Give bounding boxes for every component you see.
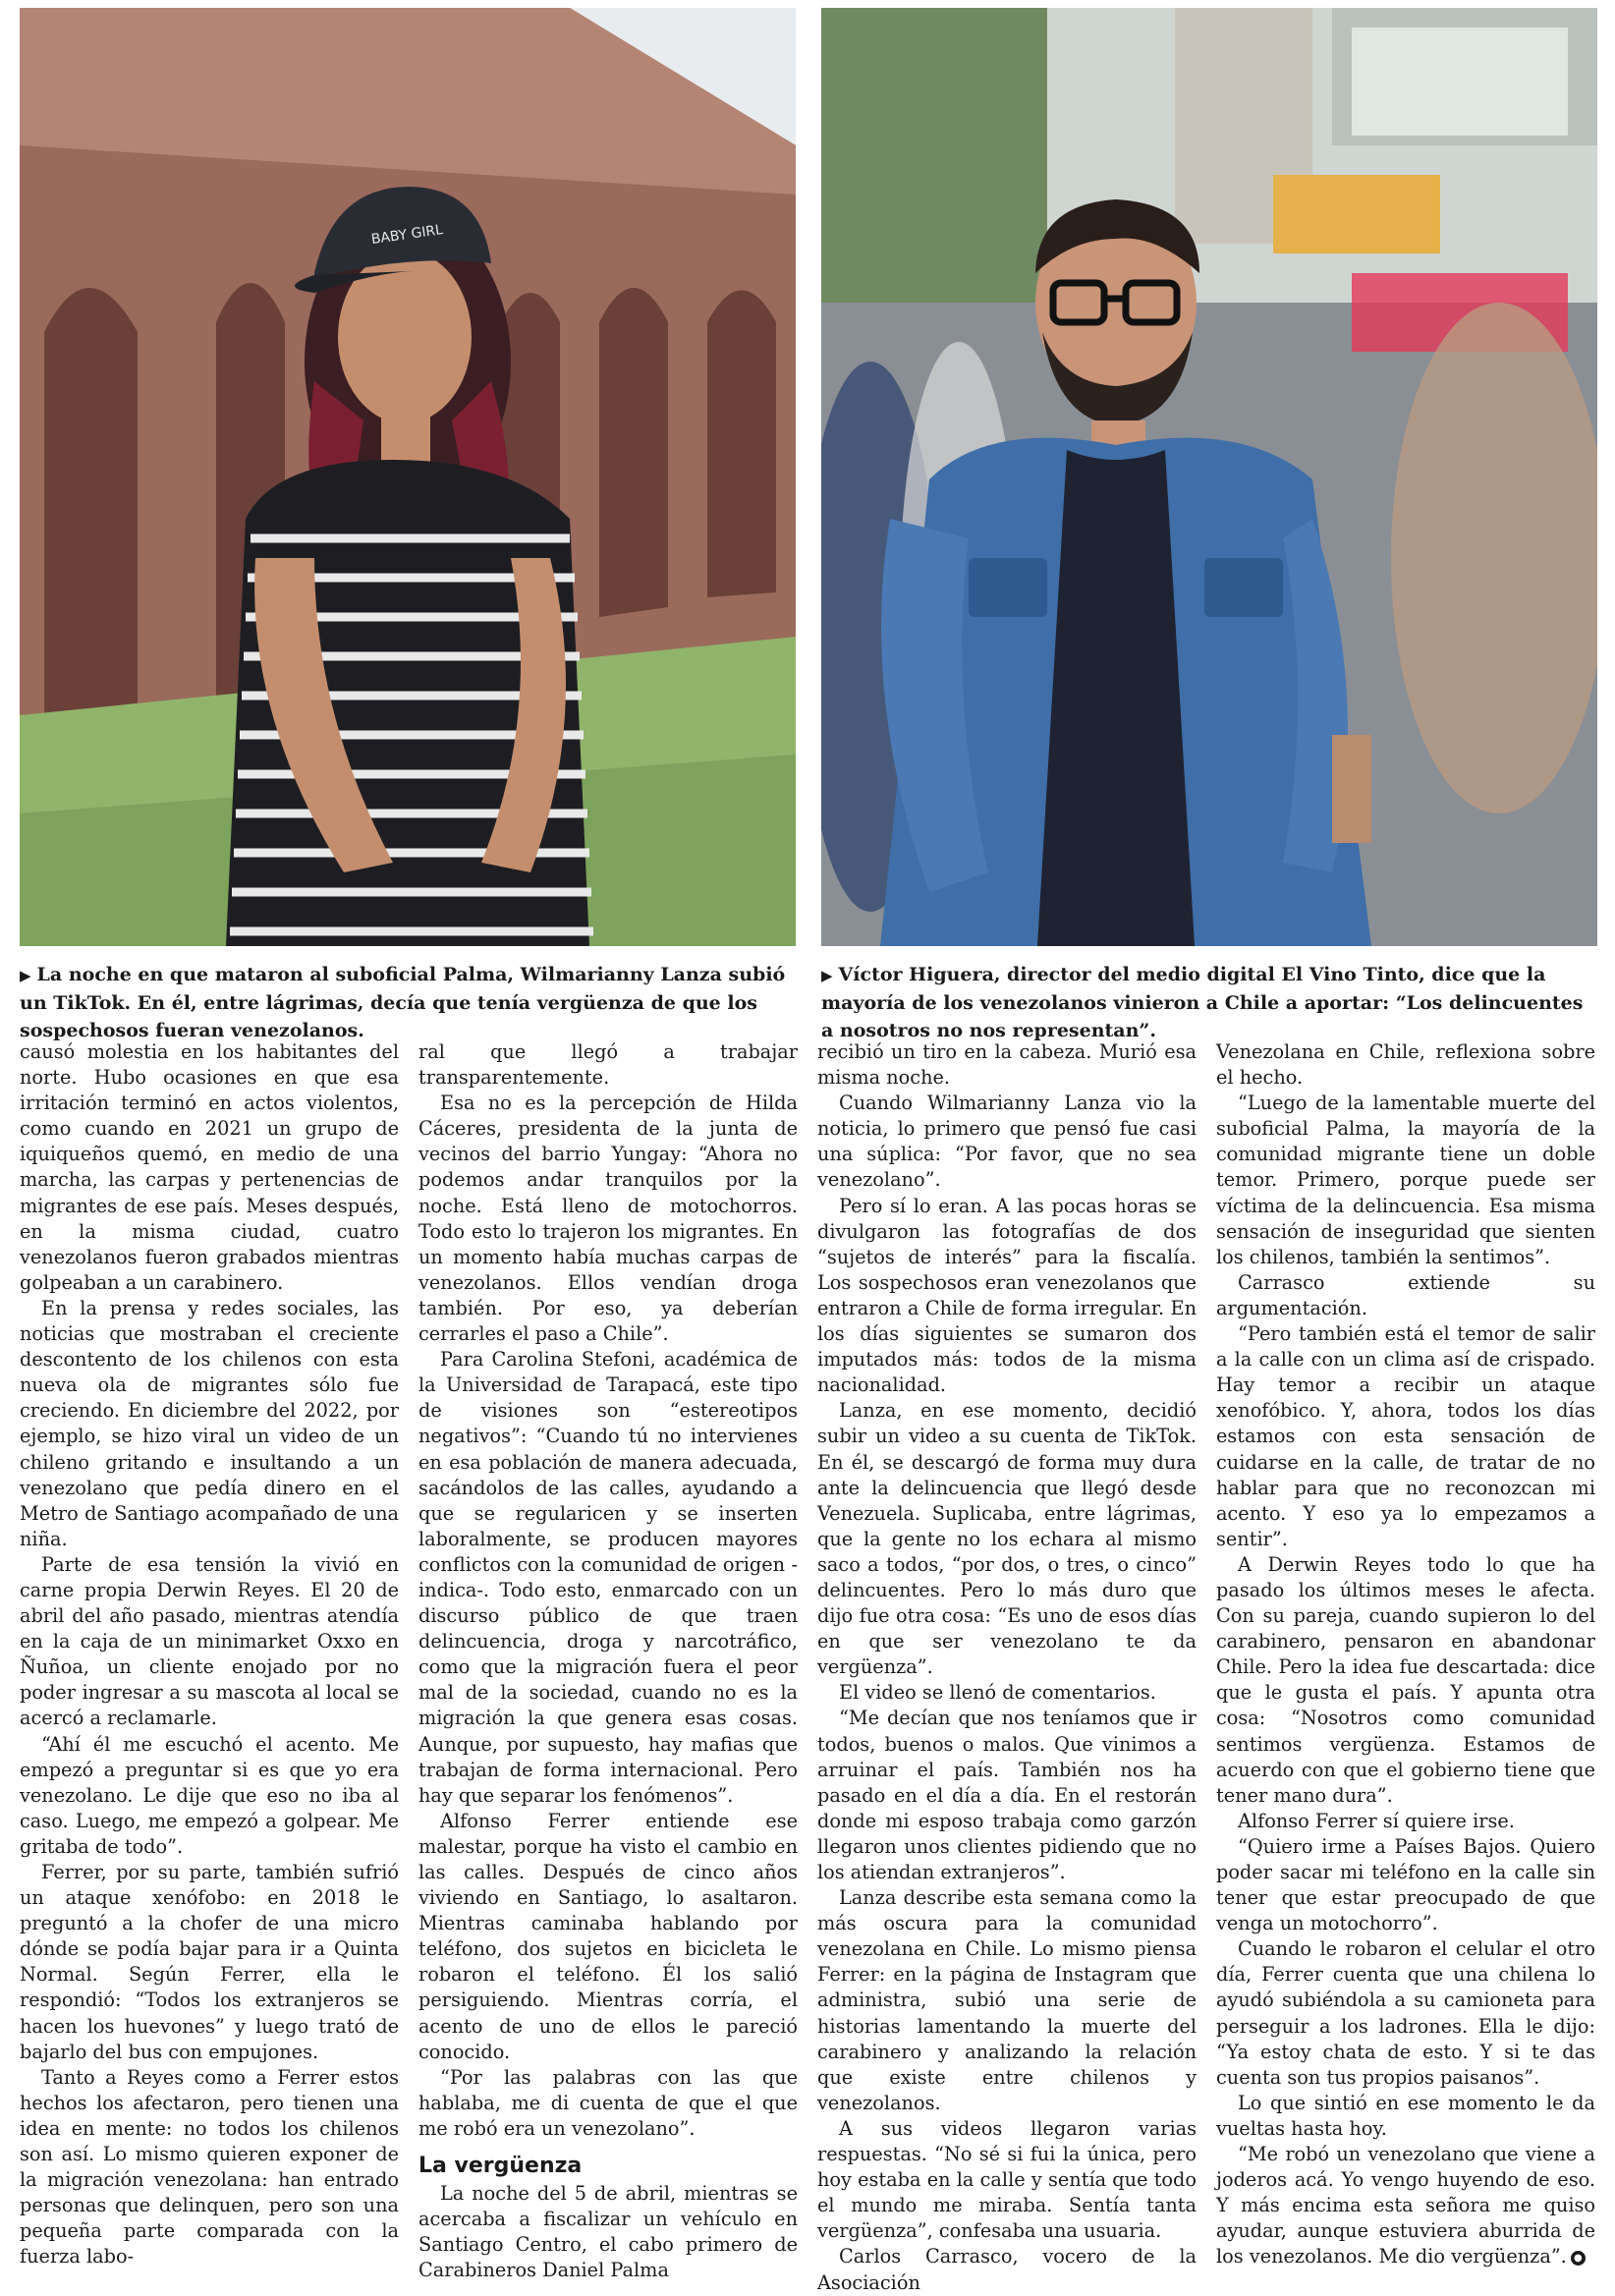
caption-arrow-icon: ▶ [821, 967, 833, 984]
section-heading: La vergüenza [418, 2154, 583, 2179]
paragraph-text: “Ahí él me escuchó el acento. Me empezó a preguntar si es que yo era venezolano. Le dije que eso no iba al caso. Luego, me empezó a golpear. Me gritaba de todo”. [20, 1732, 399, 1858]
paragraph-text: A Derwin Reyes todo lo que ha pasado los últimos meses le afecta. Con su pareja, cuando supieron lo del carabinero, pensaron en abandonar Chile. Pero la idea fue descartada: dice que le gusta el país. Y apunta otra cosa: “Nosotros como comunidad sentimos vergüenza. Estamos de acuerdo con que el gobierno tiene que tener mano dura”. [1216, 1552, 1595, 1807]
cap-text: BABY GIRL [369, 222, 444, 249]
article-column-1 [20, 1039, 399, 2296]
article-paragraph [817, 1885, 1197, 2116]
photo-right-illustration [821, 8, 1597, 946]
paragraph-text: Alfonso Ferrer sí quiere irse. [1238, 1809, 1515, 1832]
paragraph-text: “Me robó un venezolano que viene a joderos acá. Yo vengo huyendo de eso. Y más encima esta señora me quiso ayudar, aunque estuviera aburrida de los venezolanos. Me dio vergüenza”. [1216, 2143, 1595, 2268]
paragraph-text: Esa no es la percepción de Hilda Cáceres, presidenta de la junta de vecinos del barrio Yungay: “Ahora no podemos andar tranquilos por la noche. Está lleno de motochorros. Todo esto lo trajeron los migrantes. En un momento había muchas carpas de venezolanos. Ellos vendían droga también. Por eso, ya deberían cerrarles el paso a Chile”. [418, 1092, 798, 1346]
article-body [20, 1039, 1597, 2294]
paragraph-text: Pero sí lo eran. A las pocas horas se divulgaron las fotografías de dos “sujetos de interés” para la fiscalía. Los sospechosos eran venezolanos que entraron a Chile de forma irregular. En los días siguientes se sumaron dos imputados más: todos de la misma nacionalidad. [817, 1194, 1197, 1397]
paragraph-text: Parte de esa tensión la vivió en carne propia Derwin Reyes. El 20 de abril del año pasado, mientras atendía en la caja de un minimarket Oxxo en Ñuñoa, un cliente enojado por no poder ingresar a su mascota al local se acercó a reclamarle. [20, 1552, 399, 1730]
photo-caption-left [20, 961, 796, 1044]
article-paragraph [20, 1552, 399, 1732]
article-paragraph [20, 1296, 399, 1552]
paragraph-text: “Por las palabras con las que hablaba, me di cuenta de que el que me robó era un venezolano”. [418, 2065, 798, 2140]
caption-arrow-icon: ▶ [20, 967, 31, 984]
paragraph-text: recibió un tiro en la cabeza. Murió esa misma noche. [817, 1040, 1197, 1090]
article-paragraph [418, 2065, 798, 2142]
paragraph-text: Lo que sintió en ese momento le da vueltas hasta hoy. [1216, 2091, 1595, 2140]
article-paragraph [418, 1347, 798, 1809]
article-paragraph [817, 1680, 1197, 1706]
paragraph-text: “Luego de la lamentable muerte del suboficial Palma, la mayoría de la comunidad migrante tiene un doble temor. Primero, porque puede ser víctima de la delincuencia. Esa misma sensación de inseguridad que sienten los chilenos, también la sentimos”. [1216, 1092, 1595, 1268]
article-paragraph [817, 2116, 1197, 2244]
paragraph-text: En la prensa y redes sociales, las noticias que mostraban el creciente descontento de los chilenos con esta nueva ola de migrantes sólo fue creciendo. En diciembre del 2022, por ejemplo, se hizo viral un video de un chileno gritando e insultando a un venezolano que pedía dinero en el Metro de Santiago acompañado de una niña. [20, 1296, 399, 1550]
paragraph-text: Para Carolina Stefoni, académica de la Universidad de Tarapacá, este tipo de visiones son “estereotipos negativos”: “Cuando tú no intervienes en esa población de manera adecuada, sacándolos de las calles, ayudando a que se regularicen y se inserten laboralmente, se producen mayores conflictos con la comunidad de origen -indica-. Todo esto, enmarcado con un discurso público de que traen delincuencia, droga y narcotráfico, como que la migración fuera el peor mal de la sociedad, cuando no es la migración la que genera esas cosas. Aunque, por supuesto, hay mafias que trabajan de forma internacional. Pero hay que separar los fenómenos”. [418, 1348, 798, 1807]
paragraph-text: Cuando le robaron el celular el otro día, Ferrer cuenta que una chilena lo ayudó subiéndola a su camioneta para perseguir a los ladrones. Ella le dijo: “Ya estoy chata de esto. Y si te das cuenta son tus propios paisanos”. [1216, 1937, 1595, 2089]
article-paragraph [817, 1039, 1197, 1091]
article-paragraph [1216, 1809, 1595, 1834]
article-paragraph [1216, 1091, 1595, 1270]
article-paragraph [1216, 1321, 1595, 1552]
article-paragraph [20, 1039, 399, 1296]
article-column-3 [817, 1039, 1197, 2296]
paragraph-text: La noche del 5 de abril, mientras se acercaba a fiscalizar un vehículo en Santiago Centro, el cabo primero de Carabineros Daniel Palma [418, 2182, 798, 2282]
article-paragraph [1216, 1834, 1595, 1936]
article-paragraph [817, 1706, 1197, 1885]
article-paragraph [20, 1732, 399, 1860]
paragraph-text: Lanza, en ese momento, decidió subir un video a su cuenta de TikTok. En él, se descargó de forma muy dura ante la delincuencia que llegó desde Venezuela. Suplicaba, entre lágrimas, que la gente no los echara al mismo saco a todos, “por dos, o tres, o cinco” delincuentes. Pero lo más duro que dijo fue otra cosa: “Es uno de esos días en que ser venezolano te da vergüenza”. [817, 1399, 1197, 1679]
photo-left-illustration [20, 8, 796, 946]
end-of-article-icon: ● [1571, 2251, 1586, 2266]
paragraph-text: Lanza describe esta semana como la más oscura para la comunidad venezolana en Chile. Lo mismo piensa Ferrer: en la página de Instagram que administra, subió una serie de historias lamentando la muerte del carabinero y analizando la relación que existe entre chilenos y venezolanos. [817, 1886, 1197, 2114]
paragraph-text: Carlos Carrasco, vocero de la Asociación [817, 2245, 1197, 2294]
article-paragraph [1216, 1039, 1595, 1091]
article-paragraph [1216, 1936, 1595, 2091]
article-column-4 [1216, 1039, 1595, 2296]
article-paragraph [817, 2244, 1197, 2295]
article-paragraph [418, 1039, 798, 1091]
article-paragraph [1216, 1270, 1595, 1321]
paragraph-text: Venezolana en Chile, reflexiona sobre el hecho. [1216, 1040, 1595, 1090]
paragraph-text: Cuando Wilmarianny Lanza vio la noticia, lo primero que pensó fue casi una súplica: “Por favor, que no sea venezolano”. [817, 1092, 1197, 1192]
article-paragraph [817, 1091, 1197, 1193]
paragraph-text: causó molestia en los habitantes del norte. Hubo ocasiones en que esa irritación terminó en actos violentos, como cuando en 2021 un grupo de iquiqueños quemó, en medio de una marcha, las carpas y pertenencias de migrantes de ese país. Meses después, en la misma ciudad, cuatro venezolanos fueron grabados mientras golpeaban a un carabinero. [20, 1040, 399, 1294]
article-paragraph [418, 1091, 798, 1347]
article-paragraph [817, 1194, 1197, 1399]
photo-victor-higuera [821, 8, 1597, 946]
paragraph-text: “Pero también está el temor de salir a la calle con un clima así de crispado. Hay temor a recibir un ataque xenofóbico. Y, ahora, todos los días estamos con esta sensación de cuidarse en la calle, de tratar de no hablar para que no reconozcan mi acento. Y eso ya lo empezamos a sentir”. [1216, 1322, 1595, 1550]
article-paragraph [20, 2065, 399, 2270]
article-paragraph [418, 2181, 798, 2283]
paragraph-text: A sus videos llegaron varias respuestas. “No sé si fui la única, pero hoy estaba en la calle y sentía que todo el mundo me miraba. Sentía tanta vergüenza”, confesaba una usuaria. [817, 2116, 1197, 2243]
paragraph-text: Carrasco extiende su argumentación. [1216, 1270, 1595, 1319]
paragraph-text: Alfonso Ferrer entiende ese malestar, porque ha visto el cambio en las calles. Después de cinco años viviendo en Santiago, lo asaltaron. Mientras caminaba hablando por teléfono, dos sujetos en bicicleta le robaron el teléfono. Él los salió persiguiendo. Mientras corría, el acento de uno de ellos le pareció conocido. [418, 1809, 798, 2063]
paragraph-text: Ferrer, por su parte, también sufrió un ataque xenófobo: en 2018 le preguntó a la chofer de una micro dónde se podía bajar para ir a Quinta Normal. Según Ferrer, ella le respondió: “Todos los extranjeros se hacen los huevones” y luego trató de bajarlo del bus con empujones. [20, 1861, 399, 2063]
photo-wilmarianny-lanza [20, 8, 796, 946]
paragraph-text: El video se llenó de comentarios. [839, 1681, 1156, 1705]
paragraph-text: Tanto a Reyes como a Ferrer estos hechos los afectaron, pero tienen una idea en mente: no todos los chilenos son así. Lo mismo quieren exponer de la migración venezolana: han entrado personas que delinquen, pero son una pequeña parte comparada con la fuerza labo- [20, 2065, 399, 2268]
caption-text: Víctor Higuera, director del medio digital El Vino Tinto, dice que la mayoría de los venezolanos vinieron a Chile a aportar: “Los delincuentes a nosotros no nos representan”. [821, 964, 1584, 1041]
paragraph-text: ral que llegó a trabajar transparentemente. [418, 1040, 798, 1090]
article-paragraph [817, 1398, 1197, 1680]
paragraph-text: “Quiero irme a Países Bajos. Quiero poder sacar mi teléfono en la calle sin tener que estar preocupado de que venga un motochorro”. [1216, 1834, 1595, 1935]
article-paragraph [418, 1809, 798, 2065]
paragraph-text: “Me decían que nos teníamos que ir todos, buenos o malos. Que vinimos a arruinar el país. También nos ha pasado en el día a día. En el restorán donde mi esposo trabaja como garzón llegaron unos clientes pidiendo que no los atiendan extranjeros”. [817, 1707, 1197, 1883]
caption-text: La noche en que mataron al suboficial Palma, Wilmarianny Lanza subió un TikTok. En él, entre lágrimas, decía que tenía vergüenza de que los sospechosos fueran venezolanos. [20, 964, 786, 1041]
article-paragraph [1216, 2142, 1595, 2269]
article-paragraph [1216, 2091, 1595, 2142]
article-column-2 [418, 1039, 798, 2296]
article-paragraph [20, 1860, 399, 2065]
photo-caption-right [821, 961, 1597, 1044]
article-paragraph [1216, 1552, 1595, 1809]
